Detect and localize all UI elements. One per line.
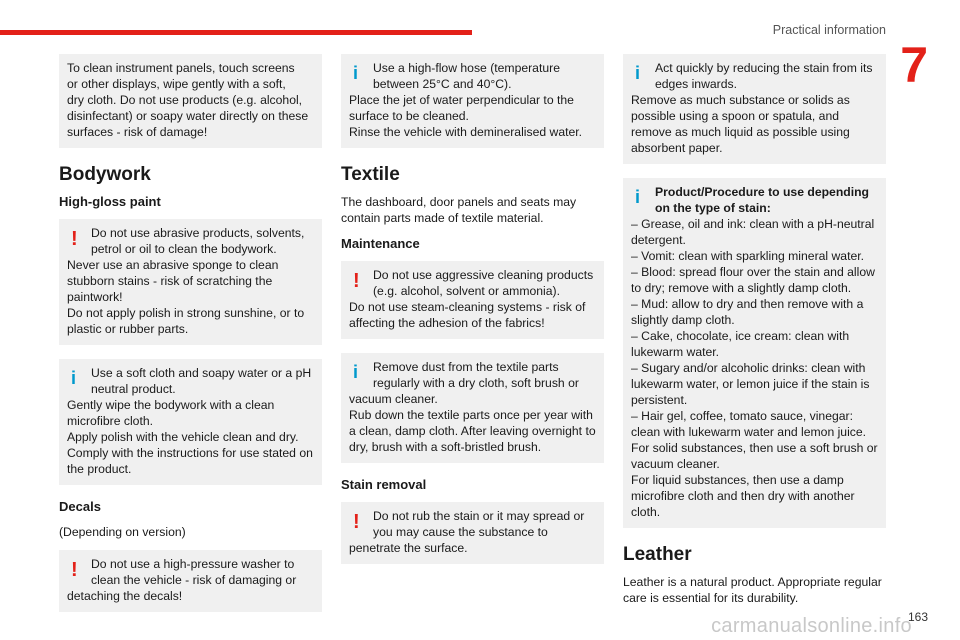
subsection-title-maintenance: Maintenance [341, 236, 420, 251]
column-3 [623, 54, 886, 616]
note-line: a clean, damp cloth. After leaving overnight to [349, 424, 596, 438]
note-line: microfibre cloth and then dry with another [631, 489, 855, 503]
note-line: To clean instrument panels, touch screens [67, 61, 295, 75]
note-first-text: Use a high-flow hose (temperature between 25°C and 40°C). [373, 61, 560, 91]
note-first-text: Do not use abrasive products, solvents, petrol or oil to clean the bodywork. [91, 226, 305, 256]
note-line: dry, brush with a soft-bristled brush. [349, 440, 542, 454]
section-title-leather: Leather [623, 544, 692, 565]
note-line: Gently wipe the bodywork with a clean [67, 398, 275, 412]
note-line: dry cloth. Do not use products (e.g. alcohol, [67, 93, 303, 107]
info-box-hose [341, 54, 604, 148]
note-line: Remove as much substance or solids as [631, 93, 850, 107]
note-first-text: Do not rub the stain or it may spread or you may cause the substance to [373, 509, 585, 539]
page-header-title: Practical information [772, 23, 886, 37]
subsection-title-high-gloss-paint: High-gloss paint [59, 194, 161, 209]
note-line: For solid substances, then use a soft brush or [631, 441, 878, 455]
note-line: – Hair gel, coffee, tomato sauce, vinegar: [631, 409, 853, 423]
note-line: affecting the adhesion of the fabrics! [349, 316, 545, 330]
watermark: carmanualsonline.info [711, 615, 912, 637]
note-line: the product. [67, 462, 132, 476]
textile-intro: The dashboard, door panels and seats may contain parts made of textile material. [341, 195, 577, 225]
note-line: detaching the decals! [67, 589, 183, 603]
note-first-text: Do not use a high-pressure washer to clean the vehicle - risk of damaging or [91, 557, 297, 587]
note-line: detergent. [631, 233, 686, 247]
note-line: clean with lukewarm water and lemon juice. [631, 425, 867, 439]
column-2 [341, 54, 604, 578]
note-line: plastic or rubber parts. [67, 322, 189, 336]
note-line: absorbent paper. [631, 141, 723, 155]
warning-box-stain [341, 502, 604, 564]
note-line: stubborn stains - risk of scratching the [67, 274, 273, 288]
info-box-textile-dust [341, 353, 604, 463]
note-line: lukewarm water, or lemon juice if the stain is [631, 377, 870, 391]
info-box-stain-types [623, 178, 886, 528]
note-line: persistent. [631, 393, 688, 407]
note-line: Place the jet of water perpendicular to the [349, 93, 574, 107]
note-first-text: Act quickly by reducing the stain from its edges inwards. [655, 61, 873, 91]
note-line: Do not use steam-cleaning systems - risk of [349, 300, 586, 314]
subsection-title-decals: Decals [59, 499, 101, 514]
info-icon: i [353, 362, 359, 382]
warning-box-bodywork [59, 219, 322, 345]
note-line: For liquid substances, then use a damp [631, 473, 844, 487]
note-line: Rub down the textile parts once per year with [349, 408, 593, 422]
note-first-text: Remove dust from the textile parts regularly with a dry cloth, soft brush or [373, 360, 579, 390]
note-line: remove as much liquid as possible using [631, 125, 850, 139]
note-line: vacuum cleaner. [631, 457, 720, 471]
info-icon: i [71, 368, 77, 388]
note-line: vacuum cleaner. [349, 392, 438, 406]
info-icon: i [353, 63, 359, 83]
warning-box-textile [341, 261, 604, 339]
note-line: – Grease, oil and ink: clean with a pH-neutral [631, 217, 875, 231]
note-first-text: Use a soft cloth and soapy water or a pH neutral product. [91, 366, 312, 396]
page-number: 163 [907, 610, 928, 624]
note-line: paintwork! [67, 290, 123, 304]
chapter-number: 7 [900, 37, 928, 93]
note-first-text: Do not use aggressive cleaning products (e.g. alcohol, solvent or ammonia). [373, 268, 594, 298]
note-line: microfibre cloth. [67, 414, 154, 428]
note-line: – Sugary and/or alcoholic drinks: clean with [631, 361, 866, 375]
note-line: slightly damp cloth. [631, 313, 735, 327]
note-line: surface to be cleaned. [349, 109, 469, 123]
info-icon: i [635, 187, 641, 207]
warning-icon: ! [71, 559, 78, 581]
note-line: possible using a spoon or spatula, and [631, 109, 840, 123]
info-box-act-quickly [623, 54, 886, 164]
note-line: Comply with the instructions for use stated on [67, 446, 313, 460]
note-line: – Mud: allow to dry and then remove with a [631, 297, 864, 311]
note-line: or other displays, wipe gently with a soft, [67, 77, 286, 91]
note-line: – Blood: spread flour over the stain and allow [631, 265, 875, 279]
info-box-bodywork [59, 359, 322, 485]
column-1 [59, 54, 322, 626]
leather-intro: Leather is a natural product. Appropriate regular care is essential for its durability. [623, 575, 882, 605]
warning-icon: ! [353, 270, 360, 292]
note-line: Do not apply polish in strong sunshine, or to [67, 306, 305, 320]
info-icon: i [635, 63, 641, 83]
decals-note: (Depending on version) [59, 525, 186, 539]
note-box-instrument-panels [59, 54, 322, 148]
note-line: cloth. [631, 505, 661, 519]
warning-icon: ! [353, 511, 360, 533]
note-line: lukewarm water. [631, 345, 720, 359]
subsection-title-stain-removal: Stain removal [341, 477, 427, 492]
warning-box-decals [59, 550, 322, 612]
note-line: Apply polish with the vehicle clean and dry. [67, 430, 299, 444]
note-line: to dry; remove with a slightly damp cloth. [631, 281, 852, 295]
note-line: Rinse the vehicle with demineralised water. [349, 125, 583, 139]
note-line: surfaces - risk of damage! [67, 125, 208, 139]
header-red-bar [0, 30, 472, 35]
note-line: – Vomit: clean with sparkling mineral water. [631, 249, 865, 263]
note-line: – Cake, chocolate, ice cream: clean with [631, 329, 850, 343]
note-line: Never use an abrasive sponge to clean [67, 258, 279, 272]
note-line: disinfectant) or soapy water directly on these [67, 109, 309, 123]
section-title-textile: Textile [341, 164, 400, 185]
note-line: penetrate the surface. [349, 541, 468, 555]
note-first-text: Product/Procedure to use depending on the type of stain: [655, 185, 869, 215]
section-title-bodywork: Bodywork [59, 164, 151, 185]
warning-icon: ! [71, 228, 78, 250]
